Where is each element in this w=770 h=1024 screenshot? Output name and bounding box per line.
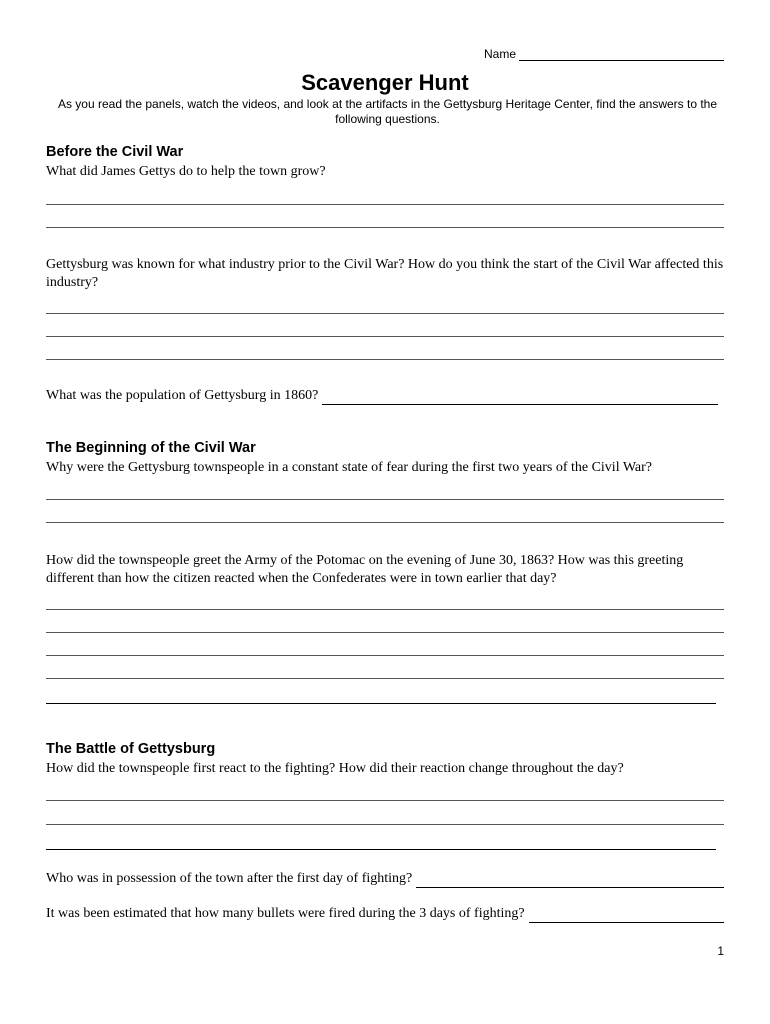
answer-line[interactable] [46,800,724,801]
section-heading-battle-of-gettysburg: The Battle of Gettysburg [46,741,216,757]
question-industry: Gettysburg was known for what industry prior to the Civil War? How do you think the start of the Civil War affected this industry? [46,257,724,290]
question-population-row [46,387,724,405]
answer-line-inline[interactable] [322,391,718,405]
answer-line[interactable] [46,703,716,704]
question-constant-fear: Why were the Gettysburg townspeople in a constant state of fear during the first two years of the Civil War? [46,460,653,475]
answer-line-inline[interactable] [416,874,724,888]
answer-line[interactable] [46,678,724,679]
question-possession: Who was in possession of the town after the first day of fighting? [46,871,413,886]
question-townspeople-react: How did the townspeople first react to the fighting? How did their reaction change throughout the day? [46,761,624,776]
page-title: Scavenger Hunt [301,70,469,95]
answer-line[interactable] [46,609,724,610]
question-james-gettys: What did James Gettys do to help the town grow? [46,164,326,179]
name-field-row [484,47,724,61]
question-army-of-potomac: How did the townspeople greet the Army of the Potomac on the evening of June 30, 1863? How was this greeting different than how the citizen reacted when the Confederates were in town earlier that day? [46,553,684,586]
question-bullets-row [46,905,724,923]
answer-line[interactable] [46,849,716,850]
question-population: What was the population of Gettysburg in 1860? [46,388,319,403]
answer-line[interactable] [46,204,724,205]
section-heading-before-civil-war: Before the Civil War [46,144,184,160]
answer-line[interactable] [46,359,724,360]
answer-line[interactable] [46,632,724,633]
answer-line[interactable] [46,655,724,656]
answer-line[interactable] [46,824,724,825]
answer-line[interactable] [46,336,724,337]
answer-line[interactable] [46,313,724,314]
intro-instructions: As you read the panels, watch the videos, and look at the artifacts in the Gettysburg Heritage Center, find the answers to the following questions. [57,97,718,126]
answer-line-inline[interactable] [529,909,724,923]
section-heading-beginning-civil-war: The Beginning of the Civil War [46,440,256,456]
answer-line[interactable] [46,522,724,523]
answer-line[interactable] [46,499,724,500]
answer-line[interactable] [46,227,724,228]
name-label: Name [483,47,516,61]
page-number: 1 [717,944,724,958]
name-input-line[interactable] [519,49,724,61]
question-bullets: It was been estimated that how many bullets were fired during the 3 days of fighting? [46,906,525,921]
question-possession-row [46,870,724,888]
